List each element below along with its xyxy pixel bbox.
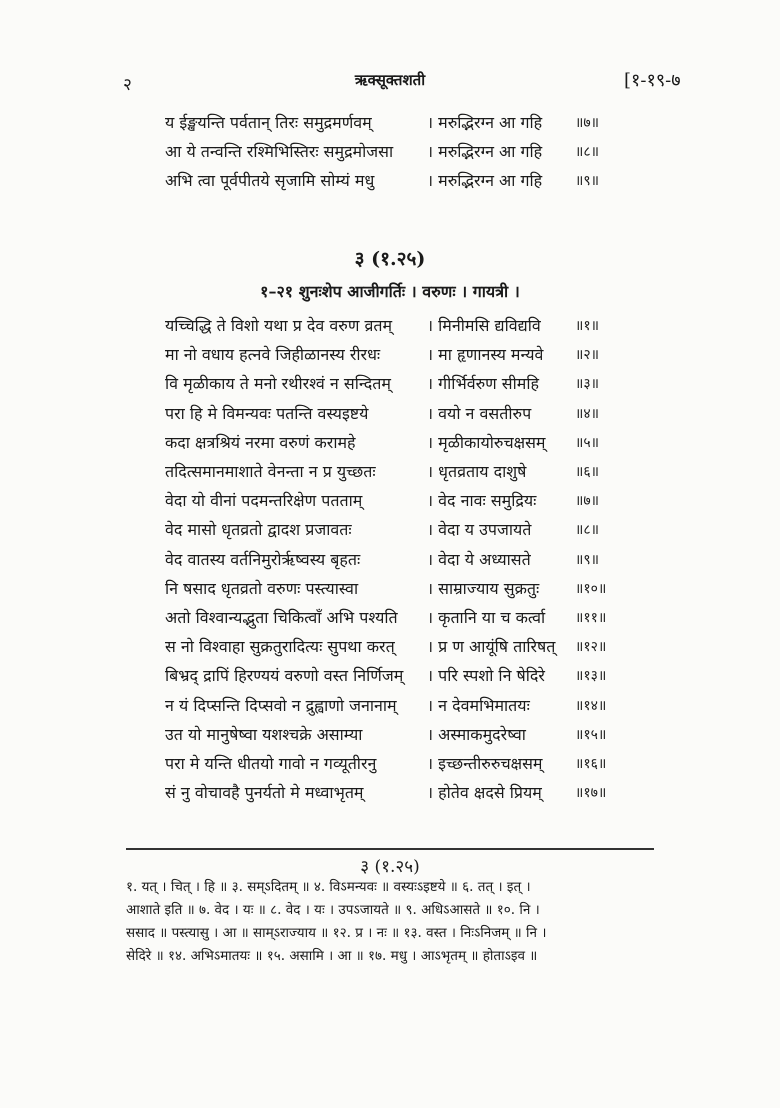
verse-second-half: । अस्माकमुदरेष्वा [427, 724, 526, 744]
verse-number: ॥७॥ [575, 493, 600, 510]
verse-number: ॥१५॥ [575, 726, 607, 743]
verse-number: ॥१२॥ [575, 639, 607, 656]
verse-line [165, 605, 625, 631]
verse-second-half: । धृतव्रताय दाशुषे [427, 462, 527, 481]
verse-first-half: यच्चिद्धि ते विशो यथा प्र देव वरुण व्रतम् [165, 316, 393, 335]
verse-line [165, 488, 625, 514]
page-number: २ [123, 75, 132, 95]
verse-number: ॥११॥ [575, 610, 607, 626]
footnote-line: १. यत् । चित् । हि ॥ ३. सम्ऽदितम् ॥ ४. विऽमन्यवः ॥ वस्यःऽइष्टये ॥ ६. तत् । इत् । [126, 879, 531, 895]
verse-first-half: य ईङ्खयन्ति पर्वतान् तिरः समुद्रमर्णवम् [165, 113, 372, 132]
verse-line [165, 693, 625, 719]
verse-number: ॥१४॥ [575, 697, 607, 714]
verse-first-half: न यं दिप्सन्ति दिप्सवो न द्रुह्वाणो जनानाम् [165, 695, 397, 715]
verse-number: ॥८॥ [575, 144, 600, 160]
verse-line [165, 751, 625, 777]
verse-first-half: वेद वातस्य वर्तनिमुरोर्ऋष्वस्य बृहतः [165, 549, 361, 569]
verse-line [165, 517, 625, 543]
verse-second-half: । मृळीकायोरुचक्षसम् [427, 432, 546, 452]
verse-first-half: बिभ्रद् द्रापिं हिरण्ययं वरुणो वस्त निर्णिजम् [165, 666, 404, 686]
verse-first-half: आ ये तन्वन्ति रश्मिभिस्तिरः समुद्रमोजसा [165, 142, 394, 161]
verse-number: ॥१०॥ [575, 580, 607, 597]
verse-number: ॥१७॥ [575, 785, 607, 802]
verse-second-half: । मरुद्भिरग्न आ गहि [427, 171, 543, 190]
verse-number: ॥७॥ [575, 115, 600, 131]
verse-line [165, 663, 625, 689]
verse-line [165, 576, 625, 602]
verse-range: [१-१९-७ [624, 70, 681, 91]
verse-second-half: । कृतानि या च कर्त्वा [427, 608, 546, 627]
verse-second-half: । मिनीमसि द्यविद्यवि [427, 316, 541, 335]
verse-second-half: । वेद नावः समुद्रियः [427, 491, 537, 511]
verse-line [165, 780, 625, 806]
verse-number: ॥१॥ [575, 318, 600, 334]
verse-line [165, 547, 625, 573]
verse-second-half: । इच्छन्तीरुरुचक्षसम् [427, 754, 543, 773]
verse-number: ॥३॥ [575, 376, 600, 393]
verse-number: ॥१६॥ [575, 756, 607, 772]
section-subtitle: १–२१ शुनःशेप आजीगर्तिः । वरुणः । गायत्री । [260, 282, 520, 301]
running-title: ऋक्सूक्तशती [354, 71, 426, 89]
verse-number: ॥८॥ [575, 522, 600, 539]
footnote-rule [126, 848, 654, 850]
verse-number: ॥९॥ [575, 551, 600, 568]
verse-first-half: परा मे यन्ति धीतयो गावो न गव्यूतीरनु [165, 754, 377, 773]
verse-first-half: अतो विश्वान्यद्भुता चिकित्वाँ अभि पश्यति [165, 608, 398, 627]
verse-number: ॥२॥ [575, 347, 600, 364]
verse-second-half: । साम्राज्याय सुक्रतुः [427, 578, 540, 598]
verse-second-half: । न देवमभिमातयः [427, 695, 530, 715]
section-heading: ३ (१.२५) [354, 248, 426, 270]
verse-line [165, 634, 625, 660]
footnote-line: आशाते इति ॥ ७. वेद । यः ॥ ८. वेद । यः । उपऽजायते ॥ ९. अधिऽआसते ॥ १०. नि । [126, 902, 540, 918]
footnote-line: ससाद ॥ पस्त्यासु । आ ॥ साम्ऽराज्याय ॥ १२. प्र । नः ॥ १३. वस्त । निःऽनिजम् ॥ नि । [126, 925, 547, 941]
verse-first-half: परा हि मे विमन्यवः पतन्ति वस्यइष्टये [165, 403, 369, 423]
verse-line [165, 342, 625, 368]
verse-second-half: । वेदा ये अध्यासते [427, 549, 531, 569]
verse-second-half: । वयो न वसतीरुप [427, 403, 532, 423]
verse-first-half: अभि त्वा पूर्वपीतये सृजामि सोम्यं मधु [165, 171, 375, 190]
verse-line [165, 168, 625, 194]
verse-line [165, 139, 625, 165]
verse-second-half: । गीर्भिर्वरुण सीमहि [427, 374, 539, 394]
verse-number: ॥६॥ [575, 464, 600, 480]
verse-second-half: । मा हृणानस्य मन्यवे [427, 345, 544, 365]
verse-first-half: तदित्समानमाशाते वेनन्ता न प्र युच्छतः [165, 462, 376, 481]
verse-line [165, 459, 625, 485]
verse-second-half: । मरुद्भिरग्न आ गहि [427, 113, 543, 132]
footnote-line: सेदिरे ॥ १४. अभिऽमातयः ॥ १५. असामि । आ ॥ १७. मधु । आऽभृतम् ॥ होताऽइव ॥ [126, 948, 538, 964]
verse-second-half: । मरुद्भिरग्न आ गहि [427, 142, 543, 161]
verse-second-half: । प्र ण आयूंषि तारिषत् [427, 637, 556, 657]
verse-first-half: वि मृळीकाय ते मनो रथीरश्वं न सन्दितम् [165, 374, 391, 394]
verse-line [165, 313, 625, 339]
verse-line [165, 371, 625, 397]
verse-first-half: वेद मासो धृतव्रतो द्वादश प्रजावतः [165, 520, 352, 540]
verse-first-half: कदा क्षत्रश्रियं नरमा वरुणं करामहे [165, 432, 356, 452]
verse-number: ॥१३॥ [575, 668, 607, 685]
verse-line [165, 430, 625, 456]
verse-number: ॥४॥ [575, 405, 600, 422]
verse-line [165, 401, 625, 427]
verse-second-half: । होतेव क्षदसे प्रियम् [427, 783, 542, 803]
verse-first-half: नि षसाद धृतव्रतो वरुणः पस्त्यास्वा [165, 578, 359, 598]
verse-second-half: । वेदा य उपजायते [427, 520, 532, 540]
verse-first-half: मा नो वधाय हत्नवे जिहीळानस्य रीरधः [165, 345, 381, 365]
verse-second-half: । परि स्पशो नि षेदिरे [427, 666, 545, 686]
verse-first-half: उत यो मानुषेष्वा यशश्चक्रे असाम्या [165, 724, 363, 744]
verse-number: ॥९॥ [575, 173, 600, 189]
verse-first-half: सं नु वोचावहै पुनर्यतो मे मध्वाभृतम् [165, 783, 364, 803]
verse-line [165, 110, 625, 136]
verse-first-half: स नो विश्वाहा सुक्रतुरादित्यः सुपथा करत् [165, 637, 395, 657]
verse-number: ॥५॥ [575, 434, 600, 451]
footnote-heading: ३ (१.२५) [360, 857, 420, 877]
verse-first-half: वेदा यो वीनां पदमन्तरिक्षेण पतताम् [165, 491, 363, 511]
verse-line [165, 722, 625, 748]
